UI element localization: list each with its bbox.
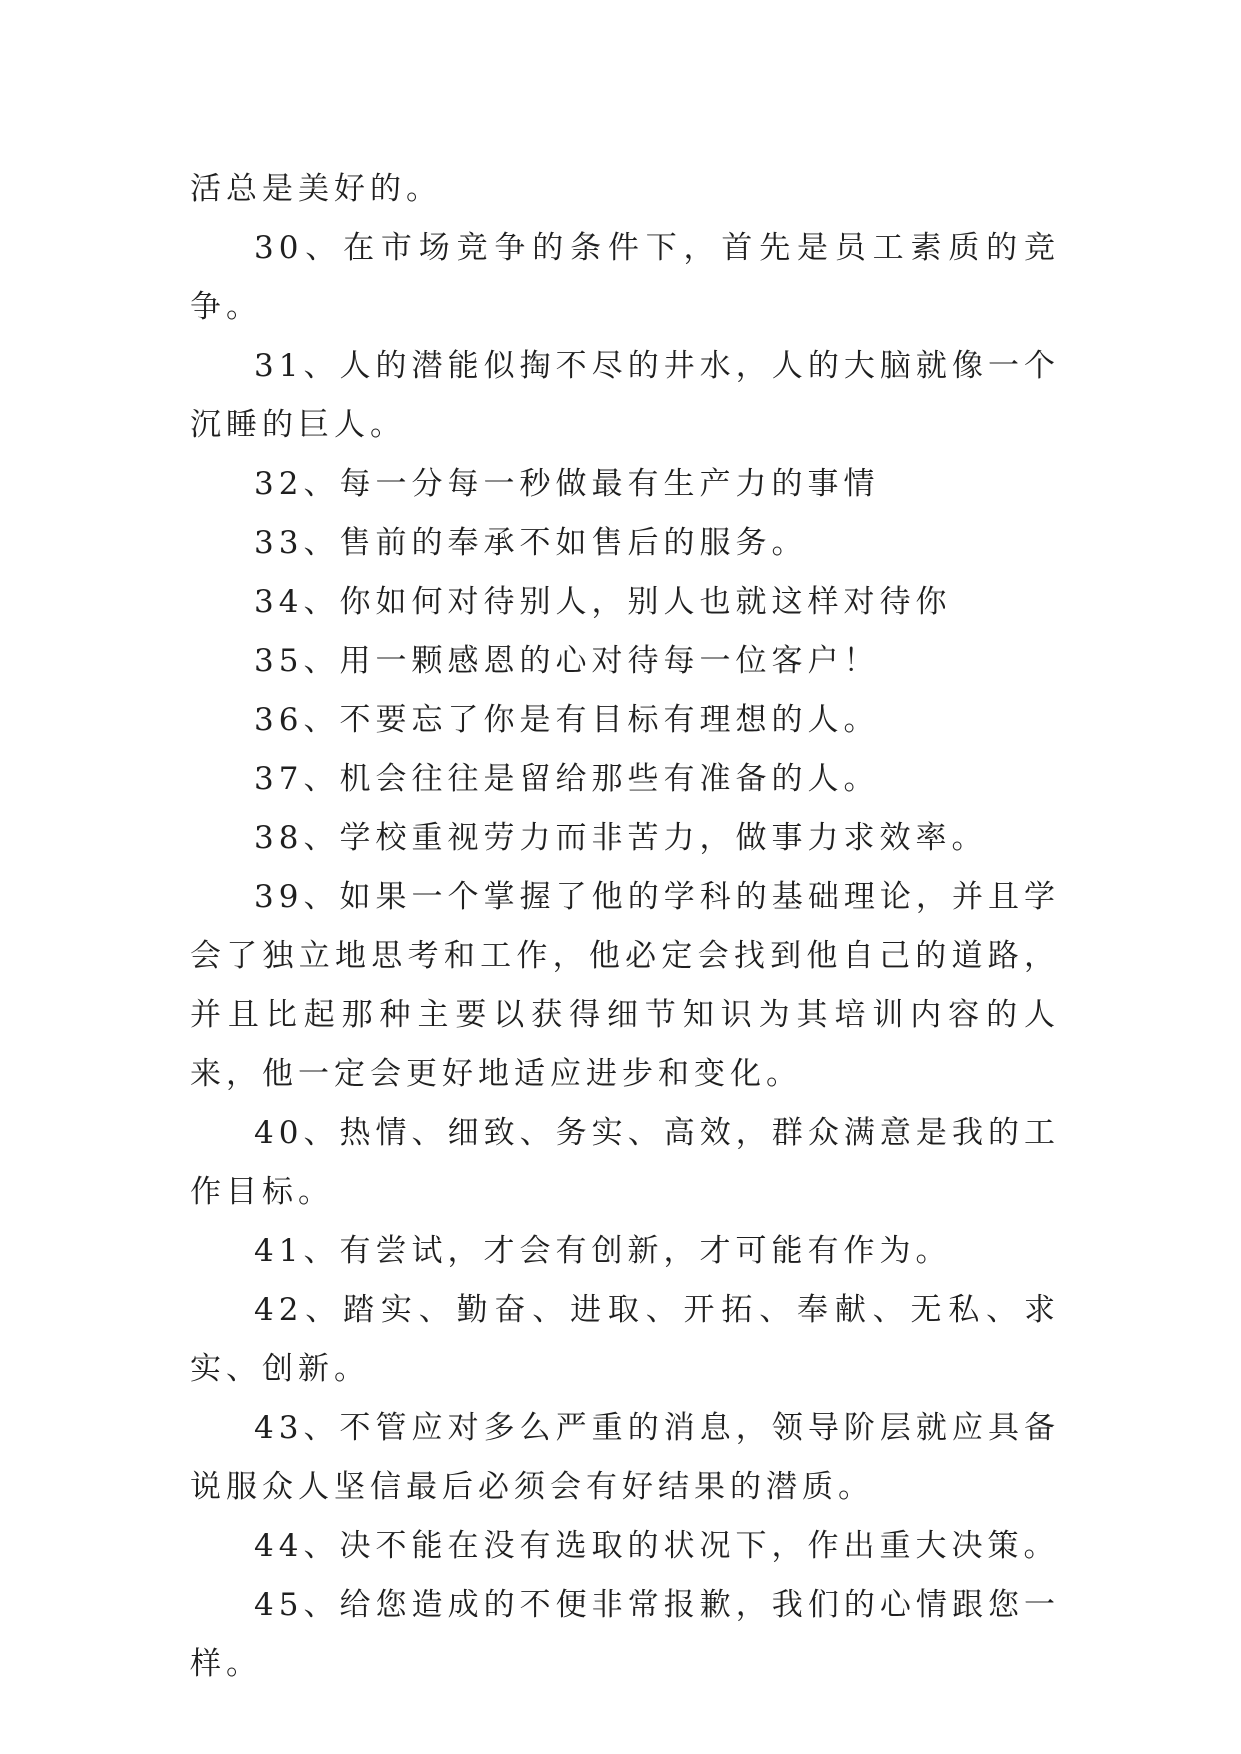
document-body	[190, 160, 1060, 1694]
paragraph-item-40: 40、热情、细致、务实、高效，群众满意是我的工作目标。	[190, 1115, 1060, 1210]
paragraph-item-43: 43、不管应对多么严重的消息，领导阶层就应具备说服众人坚信最后必须会有好结果的潜质。	[190, 1410, 1060, 1505]
paragraph-item-31: 31、人的潜能似掏不尽的井水，人的大脑就像一个沉睡的巨人。	[190, 348, 1060, 443]
paragraph-item-30: 30、在市场竞争的条件下，首先是员工素质的竞争。	[190, 230, 1060, 325]
paragraph-item-38: 38、学校重视劳力而非苦力，做事力求效率。	[254, 820, 988, 856]
paragraph-item-35: 35、用一颗感恩的心对待每一位客户！	[254, 643, 880, 679]
paragraph-item-36: 36、不要忘了你是有目标有理想的人。	[254, 702, 880, 738]
paragraph-item-32: 32、每一分每一秒做最有生产力的事情	[254, 466, 880, 502]
paragraph-item-44: 44、决不能在没有选取的状况下，作出重大决策。	[254, 1528, 1060, 1564]
paragraph-item-34: 34、你如何对待别人，别人也就这样对待你	[254, 584, 952, 620]
paragraph-item-37: 37、机会往往是留给那些有准备的人。	[254, 761, 880, 797]
paragraph-item-42: 42、踏实、勤奋、进取、开拓、奉献、无私、求实、创新。	[190, 1292, 1060, 1387]
paragraph-item-41: 41、有尝试，才会有创新，才可能有作为。	[254, 1233, 952, 1269]
paragraph-item-45: 45、给您造成的不便非常报歉，我们的心情跟您一样。	[190, 1587, 1060, 1682]
paragraph-continuation: 活总是美好的。	[190, 171, 442, 207]
paragraph-item-39: 39、如果一个掌握了他的学科的基础理论，并且学会了独立地思考和工作，他必定会找到他自己的道路，并且比起那种主要以获得细节知识为其培训内容的人来，他一定会更好地适应进步和变化。	[190, 879, 1060, 1092]
paragraph-item-33: 33、售前的奉承不如售后的服务。	[254, 525, 808, 561]
